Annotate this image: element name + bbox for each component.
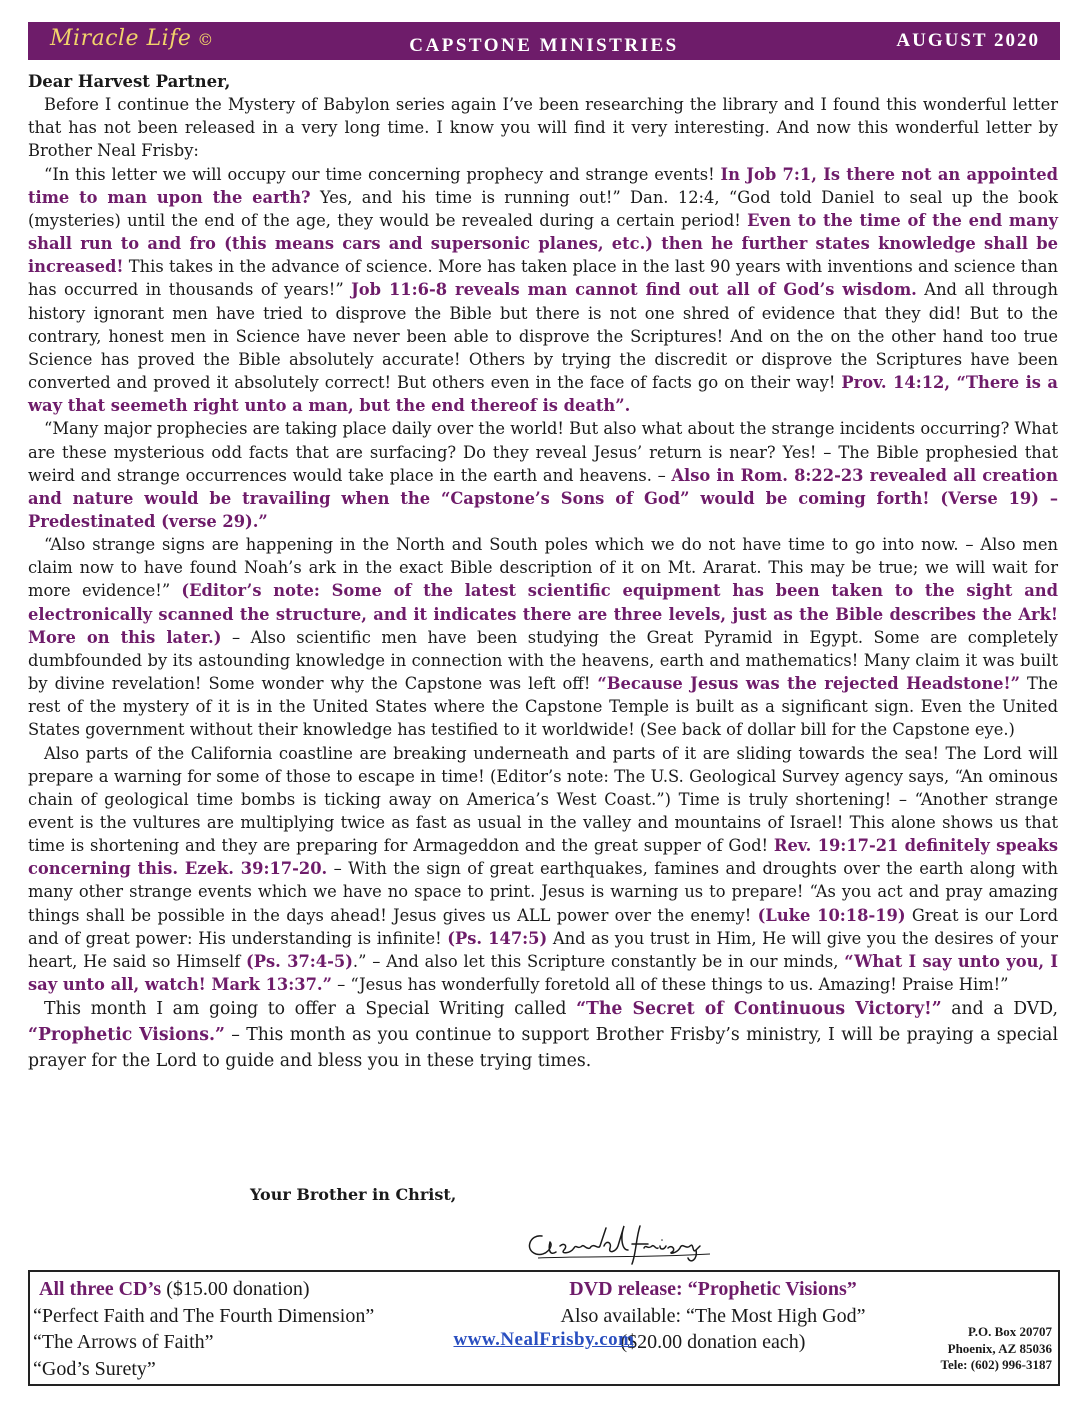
- paragraph-california: [28, 742, 1058, 997]
- body-text: “Also strange signs are happening in the North and South poles which we do not have time to go into now. – Also men claim now to have found Noah’s ark in the exact Bible description of it on Mt. Ararat. This may be true; we will wait for more evidence!”: [28, 535, 1058, 601]
- cds-heading: All three CD’s: [39, 1278, 162, 1300]
- highlighted-text: Also in Rom. 8:22-23 revealed all creation and nature would be travailing when the “Capstone’s Sons of God” would be coming forth! (Verse 19) – Predestinated (verse 29).”: [28, 465, 1058, 531]
- salutation: Dear Harvest Partner,: [28, 72, 231, 91]
- phone-line: Tele: (602) 996-3187: [940, 1357, 1052, 1372]
- highlighted-text: Prov. 14:12, “There is a way that seemeth right unto a man, but the end thereof is death”.: [28, 373, 1058, 416]
- body-text: This month I am going to offer a Special Writing called: [44, 999, 577, 1020]
- body-text: The rest of the mystery of it is in the United States where the Capstone Temple is built as a significant sign. Even the United States government without their knowledge has testified to it worldwide! (See back of dollar bill for the Capstone eye.): [28, 674, 1059, 740]
- highlighted-text: (Luke 10:18-19): [757, 905, 906, 925]
- body-text: – This month as you continue to support Brother Frisby’s ministry, I will be praying a special prayer for the Lord to guide and bless you in these trying times.: [28, 1025, 1058, 1072]
- website-link[interactable]: www.NealFrisby.com: [453, 1329, 635, 1350]
- paragraph-strange-incidents: [28, 417, 1058, 533]
- address-line: Phoenix, AZ 85036: [947, 1340, 1052, 1356]
- highlighted-text: “The Secret of Continuous Victory!”: [576, 999, 942, 1020]
- paragraph-strange-signs: [28, 533, 1058, 741]
- body-text: – “Jesus has wonderfully foretold all of these things to us. Amazing! Praise Him!”: [331, 975, 1009, 995]
- donation-each: ($20.00 donation each): [620, 1331, 806, 1353]
- highlighted-text: (Ps. 37:4-5): [246, 951, 353, 971]
- body-text: Also parts of the California coastline are breaking underneath and parts of it are sliding towards the sea! The Lord will prepare a warning for some of those to escape in time! (Editor’s note: The U.S. Geological Survey agency says, “An ominous chain of geological time bombs is ticking away on America’s West Coast.”) Time is truly shortening! – “Another strange event is the vultures are multiplying twice as fast as usual in the valley and mountains of Israel! This alone shows us that time is shortening and they are preparing for Armageddon and the great supper of God!: [28, 743, 1058, 856]
- cds-donation: ($15.00 donation): [166, 1278, 310, 1300]
- offer-box: [28, 1270, 1060, 1386]
- closing-line: Your Brother in Christ,: [250, 1185, 457, 1204]
- masthead: [28, 22, 1060, 60]
- paragraph-offer: [28, 996, 1058, 1074]
- paragraph-intro: Before I continue the Mystery of Babylon series again I’ve been researching the library and I found this wonderful letter that has not been released in a very long time. I know you will find it very interesting. And now this wonderful letter by Brother Neal Frisby:: [28, 95, 1058, 161]
- highlighted-text: “Because Jesus was the rejected Headstone!”: [597, 674, 1021, 694]
- organization-name: CAPSTONE MINISTRIES: [409, 35, 679, 56]
- also-available: Also available: “The Most High God”: [560, 1304, 866, 1327]
- body-text: Yes, and his time is running out!” Dan. 12:4, “God told Daniel to seal up the book (mysteries) until the end of the age, they would be revealed during a certain period!: [28, 187, 1058, 230]
- body-text: And as you trust in Him, He will give you the desires of your heart, He said so Himself: [28, 928, 1058, 971]
- paragraph-prophecy: [28, 163, 1058, 418]
- highlighted-text: Job 11:6-8 reveals man cannot find out all of God’s wisdom.: [351, 280, 917, 300]
- body-text: Great is our Lord and of great power: His understanding is infinite!: [28, 905, 1058, 948]
- highlighted-text: In Job 7:1, Is there not an appointed time to man upon the earth?: [28, 164, 1058, 207]
- body-text: “In this letter we will occupy our time concerning prophecy and strange events!: [44, 164, 721, 184]
- cd-title: “The Arrows of Faith”: [33, 1331, 214, 1353]
- body-text: .” – And also let this Scripture constantly be in our minds,: [352, 951, 845, 971]
- highlighted-text: “Prophetic Visions.”: [28, 1025, 225, 1046]
- body-text: – With the sign of great earthquakes, famines and droughts over the earth along with many other strange events which we have no space to print. Jesus is warning us to prepare! “As you act and pray amazing things shall be possible in the days ahead! Jesus gives us ALL power over the enemy!: [28, 859, 1058, 925]
- letter-body: [28, 70, 1058, 1074]
- copyright-symbol: ©: [197, 30, 214, 49]
- body-text: And all through history ignorant men have tried to disprove the Bible but there is not one shred of evidence that they did! But to the contrary, honest men in Science have never been able to disprove the Scriptures! And on the on the other hand too true Science has proved the Bible absolutely accurate! Others by trying the discredit or disprove the Scriptures have been converted and proved it absolutely correct! But others even in the face of facts go on their way!: [28, 280, 1058, 393]
- highlighted-text: (Editor’s note: Some of the latest scientific equipment has been taken to the sight and electronically scanned the structure, and it indicates there are three levels, just as the Bible describes the Ark! More on this later.): [28, 581, 1058, 647]
- issue-date: AUGUST 2020: [896, 30, 1040, 51]
- address-line: P.O. Box 20707: [967, 1324, 1052, 1339]
- body-text: This takes in the advance of science. More has taken place in the last 90 years with inventions and science than has occurred in thousands of years!”: [28, 257, 1058, 300]
- highlighted-text: “What I say unto you, I say unto all, watch! Mark 13:37.”: [28, 951, 1058, 995]
- highlighted-text: Even to the time of the end many shall run to and fro (this means cars and supersonic planes, etc.) then he further states knowledge shall be increased!: [28, 210, 1058, 277]
- handwritten-signature: [520, 1220, 725, 1268]
- body-text: – Also scientific men have been studying the Great Pyramid in Egypt. Some are completely dumbfounded by its astounding knowledge in connection with the heavens, earth and mathematics! Many claim it was built by divine revelation! Some wonder why the Capstone was left off!: [28, 627, 1058, 694]
- cd-title: “God’s Surety”: [33, 1357, 156, 1380]
- highlighted-text: (Ps. 147:5): [447, 928, 548, 948]
- highlighted-text: Rev. 19:17-21 definitely speaks concerning this. Ezek. 39:17-20.: [28, 836, 1059, 879]
- logo-text: Miracle Life: [50, 26, 192, 51]
- body-text: “Many major prophecies are taking place daily over the world! But also what about the strange incidents occurring? What are these mysterious odd facts that are surfacing? Do they reveal Jesus’ return is near? Yes! – The Bible prophesied that weird and strange occurrences would take place in the earth and heavens. –: [28, 419, 1058, 485]
- body-text: and a DVD,: [941, 999, 1059, 1020]
- cd-title: “Perfect Faith and The Fourth Dimension”: [33, 1304, 375, 1327]
- website-row: [30, 1329, 1058, 1351]
- dvd-heading: DVD release: “Prophetic Visions”: [569, 1278, 857, 1300]
